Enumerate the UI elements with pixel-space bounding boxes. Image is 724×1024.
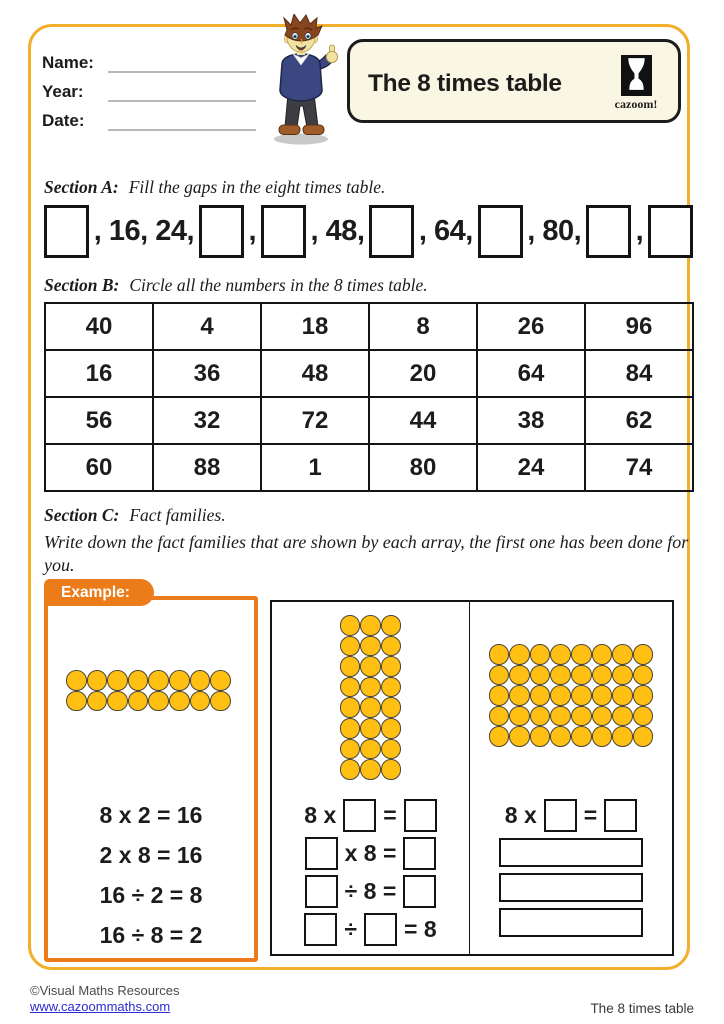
- student-mascot-illustration: [248, 14, 358, 146]
- section-c-label: Section C:: [44, 505, 120, 525]
- counter-dot: [592, 726, 613, 747]
- counter-dot: [381, 718, 402, 739]
- cazoom-goblet-icon: [621, 55, 652, 96]
- sequence-number: , 80,: [527, 215, 582, 247]
- counter-dot: [530, 665, 551, 686]
- equation-text: x 8 =: [344, 839, 397, 866]
- counter-dot: [210, 670, 231, 691]
- answer-box[interactable]: [403, 875, 436, 908]
- equation-text: = 8: [404, 915, 437, 942]
- section-b-instruction: Circle all the numbers in the 8 times table.: [129, 275, 428, 295]
- number-cell[interactable]: 4: [153, 303, 261, 350]
- table-row: [45, 303, 693, 350]
- counter-dot: [340, 677, 361, 698]
- sequence-number: ,: [635, 215, 644, 247]
- counter-dot: [509, 685, 530, 706]
- counter-dot: [381, 697, 402, 718]
- counter-dot: [360, 656, 381, 677]
- table-row: [45, 444, 693, 491]
- section-a-heading: [44, 177, 385, 198]
- counter-dot: [550, 685, 571, 706]
- number-cell[interactable]: 80: [369, 444, 477, 491]
- counter-dot: [633, 726, 654, 747]
- counter-dot: [509, 726, 530, 747]
- answer-box[interactable]: [364, 913, 397, 946]
- counter-dot: [489, 726, 510, 747]
- answer-box[interactable]: [44, 205, 89, 258]
- counter-dot: [210, 691, 231, 712]
- answer-box[interactable]: [305, 837, 338, 870]
- times-table-sequence: [44, 205, 693, 258]
- year-label: Year:: [42, 82, 84, 101]
- counter-dot: [340, 697, 361, 718]
- counter-dot: [550, 665, 571, 686]
- counter-dot: [128, 691, 149, 712]
- website-link[interactable]: www.cazoommaths.com: [30, 999, 171, 1014]
- counter-dot: [381, 615, 402, 636]
- sequence-number: , 16, 24,: [93, 215, 195, 247]
- counter-dot: [340, 739, 361, 760]
- counter-dot: [107, 670, 128, 691]
- section-c-instruction: Fact families.: [129, 505, 226, 525]
- fact-equation: 8 x 2 = 16: [99, 802, 203, 828]
- counter-dot: [87, 670, 108, 691]
- counter-dot: [571, 726, 592, 747]
- date-label: Date:: [42, 111, 85, 130]
- counter-dot: [612, 665, 633, 686]
- number-cell[interactable]: 96: [585, 303, 693, 350]
- counter-dot: [489, 706, 510, 727]
- number-grid-table: [44, 302, 694, 492]
- counter-dot: [489, 665, 510, 686]
- counter-dot: [612, 644, 633, 665]
- counter-dot: [381, 636, 402, 657]
- answer-box[interactable]: [304, 913, 337, 946]
- number-cell[interactable]: 44: [369, 397, 477, 444]
- answer-box[interactable]: [604, 799, 637, 832]
- equation-text: ÷: [344, 915, 357, 942]
- number-cell[interactable]: 8: [369, 303, 477, 350]
- example-fact-family: [48, 802, 254, 949]
- number-cell[interactable]: 62: [585, 397, 693, 444]
- sequence-number: , 48,: [310, 215, 365, 247]
- answer-line[interactable]: [499, 873, 643, 902]
- name-input-line[interactable]: [108, 51, 256, 73]
- counter-dot: [360, 677, 381, 698]
- counter-dot: [550, 726, 571, 747]
- fact-equation-row: [305, 874, 437, 908]
- number-cell[interactable]: 20: [369, 350, 477, 397]
- number-cell[interactable]: 40: [45, 303, 153, 350]
- counter-dot: [148, 691, 169, 712]
- counter-dot: [571, 706, 592, 727]
- counter-dot: [592, 644, 613, 665]
- description-line: you.: [44, 555, 75, 575]
- counter-dot: [489, 685, 510, 706]
- number-cell[interactable]: 64: [477, 350, 585, 397]
- counter-dot: [107, 691, 128, 712]
- number-cell[interactable]: 32: [153, 397, 261, 444]
- counter-dot: [66, 691, 87, 712]
- answer-box[interactable]: [261, 205, 306, 258]
- fact-family-blanks: [470, 798, 672, 937]
- table-row: [45, 397, 693, 444]
- section-a-instruction: Fill the gaps in the eight times table.: [128, 177, 386, 197]
- page-title: The 8 times table: [368, 70, 562, 97]
- counter-dot: [612, 685, 633, 706]
- counter-dot: [571, 665, 592, 686]
- number-cell[interactable]: 84: [585, 350, 693, 397]
- answer-box[interactable]: [478, 205, 523, 258]
- section-c-heading: [44, 505, 226, 526]
- equation-text: 8 x: [504, 801, 537, 828]
- counter-dot: [190, 670, 211, 691]
- number-cell[interactable]: 60: [45, 444, 153, 491]
- counter-dot: [633, 706, 654, 727]
- example-tab: [44, 579, 154, 606]
- date-input-line[interactable]: [108, 109, 256, 131]
- dot-array-8x5: [489, 644, 654, 747]
- counter-dot: [360, 615, 381, 636]
- footer-worksheet-title: The 8 times table: [590, 1001, 694, 1016]
- fact-equation-row: [305, 836, 437, 870]
- counter-dot: [530, 726, 551, 747]
- counter-dot: [571, 685, 592, 706]
- description-line: Write down the fact families that are shown by each array, the first one has been done for: [44, 532, 689, 552]
- number-cell[interactable]: 1: [261, 444, 369, 491]
- fact-family-blanks: [272, 798, 469, 946]
- equation-text: =: [583, 801, 598, 828]
- cazoom-logo-text: cazoom!: [614, 97, 658, 111]
- number-cell[interactable]: 38: [477, 397, 585, 444]
- number-cell[interactable]: 18: [261, 303, 369, 350]
- counter-dot: [509, 644, 530, 665]
- counter-dot: [340, 656, 361, 677]
- copyright-text: ©Visual Maths Resources: [30, 983, 180, 998]
- fact-family-panel-3: [470, 600, 674, 956]
- counter-dot: [381, 739, 402, 760]
- date-field-row: [42, 102, 256, 131]
- answer-box[interactable]: [343, 799, 376, 832]
- counter-dot: [509, 706, 530, 727]
- counter-dot: [530, 685, 551, 706]
- example-panel: [44, 596, 258, 962]
- answer-box[interactable]: [305, 875, 338, 908]
- answer-box[interactable]: [369, 205, 414, 258]
- counter-dot: [550, 644, 571, 665]
- fact-equation-row: [505, 798, 637, 832]
- answer-box[interactable]: [586, 205, 631, 258]
- number-cell[interactable]: 24: [477, 444, 585, 491]
- counter-dot: [340, 759, 361, 780]
- name-field-row: [42, 44, 256, 73]
- year-field-row: [42, 73, 256, 102]
- cazoom-logo: [604, 55, 668, 112]
- counter-dot: [148, 670, 169, 691]
- answer-line[interactable]: [499, 908, 643, 937]
- counter-dot: [340, 718, 361, 739]
- number-cell[interactable]: 16: [45, 350, 153, 397]
- number-cell[interactable]: 88: [153, 444, 261, 491]
- answer-box[interactable]: [648, 205, 693, 258]
- counter-dot: [381, 677, 402, 698]
- fact-equation: 2 x 8 = 16: [99, 842, 203, 868]
- student-info-fields: [42, 44, 256, 131]
- worksheet-title-box: [347, 39, 681, 123]
- number-cell[interactable]: 56: [45, 397, 153, 444]
- answer-box[interactable]: [199, 205, 244, 258]
- counter-dot: [509, 665, 530, 686]
- answer-box[interactable]: [403, 837, 436, 870]
- number-cell[interactable]: 36: [153, 350, 261, 397]
- table-row: [45, 350, 693, 397]
- counter-dot: [340, 615, 361, 636]
- counter-dot: [612, 726, 633, 747]
- number-cell[interactable]: 26: [477, 303, 585, 350]
- fact-equation-row: [304, 912, 436, 946]
- counter-dot: [592, 665, 613, 686]
- fact-equation: 16 ÷ 2 = 8: [99, 882, 203, 908]
- section-c-description: [44, 531, 688, 577]
- counter-dot: [169, 691, 190, 712]
- counter-dot: [340, 636, 361, 657]
- counter-dot: [87, 691, 108, 712]
- name-label: Name:: [42, 53, 94, 72]
- counter-dot: [128, 670, 149, 691]
- counter-dot: [190, 691, 211, 712]
- equation-text: =: [383, 801, 397, 828]
- answer-line[interactable]: [499, 838, 643, 867]
- fact-family-panel-2: [270, 600, 471, 956]
- footer-attribution: [30, 983, 180, 1015]
- section-b-label: Section B:: [44, 275, 120, 295]
- counter-dot: [612, 706, 633, 727]
- answer-box[interactable]: [544, 799, 577, 832]
- counter-dot: [381, 759, 402, 780]
- sequence-number: , 64,: [418, 215, 473, 247]
- counter-dot: [360, 739, 381, 760]
- counter-dot: [360, 636, 381, 657]
- number-cell[interactable]: 72: [261, 397, 369, 444]
- counter-dot: [381, 656, 402, 677]
- sequence-number: ,: [248, 215, 257, 247]
- equation-text: 8 x: [304, 801, 337, 828]
- counter-dot: [550, 706, 571, 727]
- number-cell[interactable]: 74: [585, 444, 693, 491]
- counter-dot: [592, 706, 613, 727]
- counter-dot: [489, 644, 510, 665]
- counter-dot: [592, 685, 613, 706]
- counter-dot: [633, 665, 654, 686]
- fact-equation: 16 ÷ 8 = 2: [99, 922, 203, 948]
- counter-dot: [633, 644, 654, 665]
- number-cell[interactable]: 48: [261, 350, 369, 397]
- year-input-line[interactable]: [108, 80, 256, 102]
- counter-dot: [530, 644, 551, 665]
- equation-text: ÷ 8 =: [344, 877, 397, 904]
- answer-box[interactable]: [404, 799, 437, 832]
- counter-dot: [360, 718, 381, 739]
- section-a-label: Section A:: [44, 177, 119, 197]
- fact-equation-row: [304, 798, 436, 832]
- counter-dot: [633, 685, 654, 706]
- example-tab-label: Example:: [61, 583, 130, 601]
- counter-dot: [360, 697, 381, 718]
- dot-array-3x8: [340, 615, 402, 780]
- section-b-heading: [44, 275, 428, 296]
- counter-dot: [571, 644, 592, 665]
- counter-dot: [360, 759, 381, 780]
- counter-dot: [169, 670, 190, 691]
- dot-array-8x2: [66, 670, 231, 711]
- counter-dot: [66, 670, 87, 691]
- counter-dot: [530, 706, 551, 727]
